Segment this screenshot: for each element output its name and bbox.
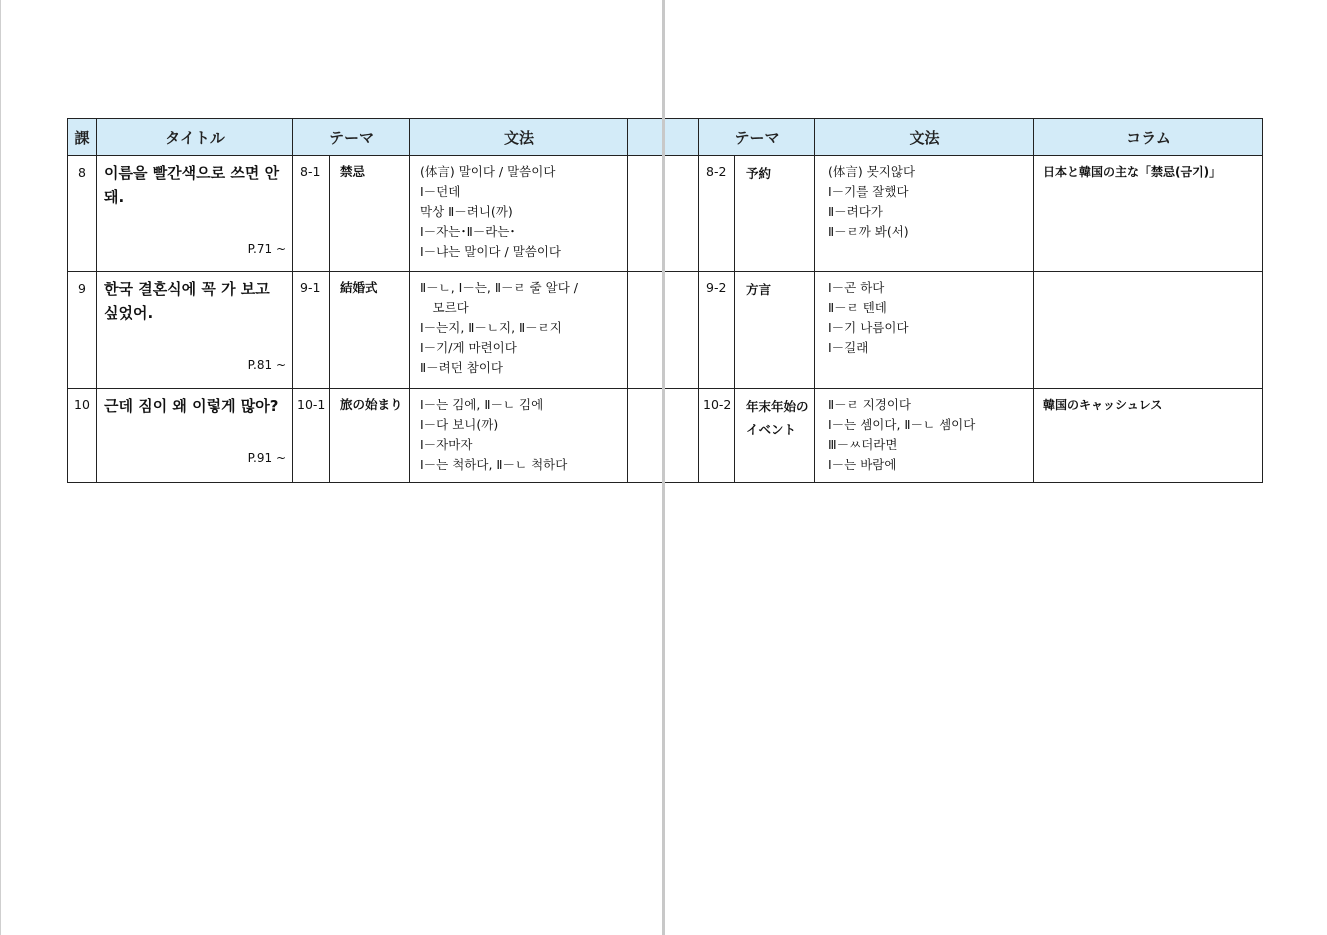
theme-code: 10-1 [297, 397, 326, 412]
page-reference: P.91 ~ [247, 451, 286, 465]
grammar-item: Ⅰ－는지, Ⅱ－ㄴ지, Ⅱ－ㄹ지 [420, 320, 562, 335]
theme-code: 9-2 [706, 280, 727, 295]
grammar-item: 막상 Ⅱ－려니(까) [420, 204, 513, 219]
grammar-item: Ⅱ－려던 참이다 [420, 360, 504, 375]
theme-name-line: 方言 [746, 282, 772, 297]
grammar-item: Ⅱ－ㄹ 지경이다 [828, 397, 912, 412]
page-edge [0, 0, 1, 935]
row-divider [67, 155, 1263, 156]
header-theme-right: テーマ [699, 118, 815, 156]
column-title: 韓国のキャッシュレス [1043, 398, 1163, 412]
theme-code: 8-2 [706, 164, 727, 179]
grammar-list [828, 395, 975, 475]
lesson-title-line: 한국 결혼식에 꼭 가 보고 [104, 280, 270, 298]
grammar-item: Ⅰ－기를 잘했다 [828, 184, 909, 199]
grammar-item: Ⅰ－곤 하다 [828, 280, 885, 295]
grammar-list [420, 162, 561, 262]
page-reference: P.81 ~ [247, 358, 286, 372]
grammar-item: Ⅰ－자마자 [420, 437, 473, 452]
column-divider [698, 118, 699, 483]
theme-code: 8-1 [300, 164, 321, 179]
grammar-item: Ⅱ－려다가 [828, 204, 883, 219]
lesson-number: 8 [78, 165, 86, 180]
grammar-item: Ⅱ－ㄹ까 봐(서) [828, 224, 909, 239]
lesson-title [104, 277, 270, 325]
row-divider [67, 388, 1263, 389]
header-blank-right [665, 118, 699, 156]
column-divider [734, 155, 735, 483]
theme-name [746, 162, 771, 185]
grammar-list [828, 162, 915, 242]
grammar-item: (体言) 말이다 / 말씀이다 [420, 164, 556, 179]
lesson-title-line: 돼. [104, 188, 125, 206]
grammar-item: 모르다 [420, 300, 469, 315]
header-lesson: 課 [67, 118, 97, 156]
grammar-list [828, 278, 909, 358]
column-divider [292, 118, 293, 483]
lesson-title-line: 근데 짐이 왜 이렇게 많아? [104, 397, 279, 415]
grammar-item: Ⅰ－기/게 마련이다 [420, 340, 517, 355]
header-theme-left: テーマ [293, 118, 410, 156]
lesson-title [104, 394, 279, 418]
table-border-bottom [67, 482, 1263, 483]
column-divider [1262, 118, 1263, 483]
grammar-item: Ⅰ－다 보니(까) [420, 417, 499, 432]
column-divider [409, 118, 410, 483]
grammar-item: Ⅲ－ㅆ더라면 [828, 437, 898, 452]
grammar-item: Ⅰ－던데 [420, 184, 461, 199]
grammar-item: Ⅰ－자는･Ⅱ－라는･ [420, 224, 516, 239]
grammar-item: Ⅰ－는 바람에 [828, 457, 897, 472]
grammar-list [420, 395, 567, 475]
theme-name-line: 年末年始の [746, 399, 809, 414]
column-divider [1033, 118, 1034, 483]
theme-name: 結婚式 [340, 280, 378, 295]
grammar-item: Ⅰ－는 김에, Ⅱ－ㄴ 김에 [420, 397, 544, 412]
grammar-item: Ⅱ－ㄴ, Ⅰ－는, Ⅱ－ㄹ 줄 알다 / [420, 280, 578, 295]
theme-name: 旅の始まり [340, 397, 403, 412]
header-title: タイトル [97, 118, 293, 156]
grammar-item: (体言) 못지않다 [828, 164, 916, 179]
header-blank-left [628, 118, 662, 156]
header-column: コラム [1034, 118, 1263, 156]
lesson-title-line: 이름을 빨간색으로 쓰면 안 [104, 164, 280, 182]
theme-name [746, 395, 809, 441]
lesson-number: 9 [78, 281, 86, 296]
theme-name-line: イベント [746, 422, 797, 437]
grammar-list [420, 278, 578, 378]
lesson-title-line: 싶었어. [104, 304, 154, 322]
row-divider [67, 271, 1263, 272]
book-gutter [662, 0, 665, 935]
theme-name-line: 予約 [746, 166, 772, 181]
column-divider [627, 118, 628, 483]
grammar-item: Ⅰ－냐는 말이다 / 말씀이다 [420, 244, 561, 259]
grammar-item: Ⅱ－ㄹ 텐데 [828, 300, 887, 315]
lesson-title [104, 161, 279, 209]
theme-name: 禁忌 [340, 164, 366, 179]
grammar-item: Ⅰ－는 셈이다, Ⅱ－ㄴ 셈이다 [828, 417, 976, 432]
grammar-item: Ⅰ－길래 [828, 340, 869, 355]
theme-code: 9-1 [300, 280, 321, 295]
lesson-number: 10 [74, 397, 90, 412]
column-title: 日本と韓国の主な「禁忌(금기)」 [1043, 165, 1222, 179]
theme-name [746, 278, 771, 301]
grammar-item: Ⅰ－는 척하다, Ⅱ－ㄴ 척하다 [420, 457, 568, 472]
column-divider [814, 118, 815, 483]
header-grammar-left: 文法 [410, 118, 628, 156]
column-divider [329, 155, 330, 483]
theme-code: 10-2 [703, 397, 732, 412]
page-reference: P.71 ~ [247, 242, 286, 256]
grammar-item: Ⅰ－기 나름이다 [828, 320, 909, 335]
table-border-top [67, 118, 1263, 119]
header-grammar-right: 文法 [815, 118, 1034, 156]
